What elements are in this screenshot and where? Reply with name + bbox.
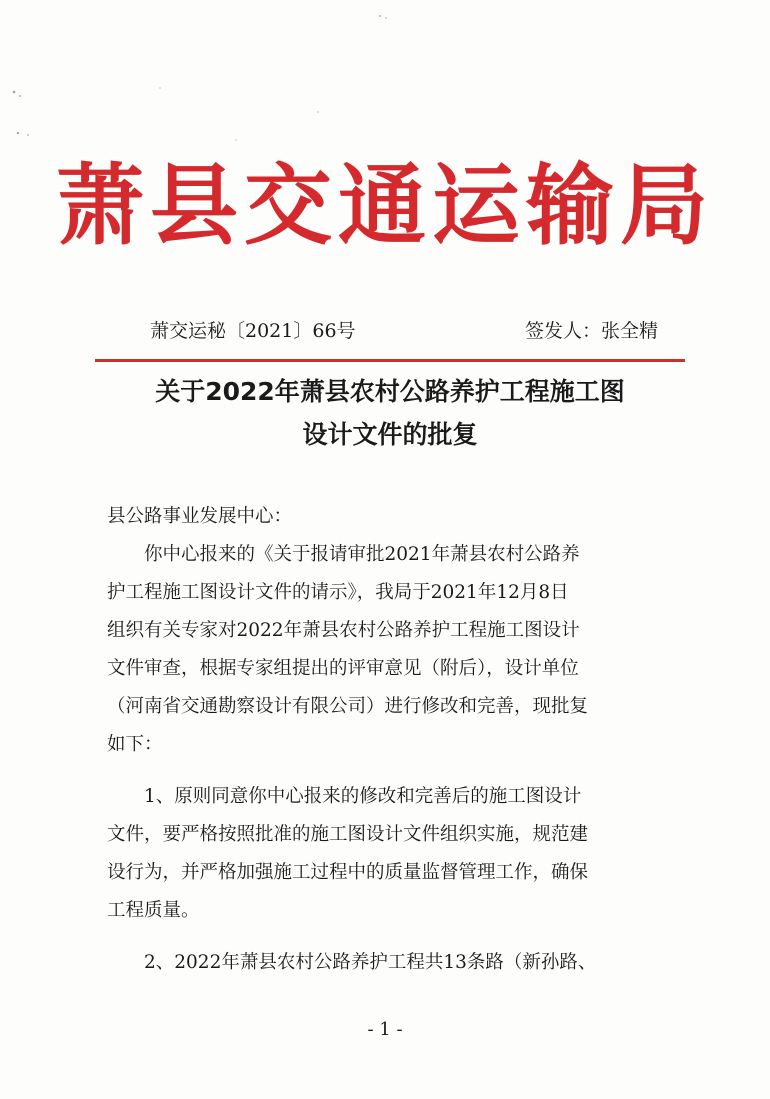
paragraph-1 [107, 536, 667, 764]
title-line-2: 设计文件的批复 [302, 420, 478, 449]
paragraph-line: 2、2022年萧县农村公路养护工程共13条路（新孙路、 [144, 952, 597, 973]
paragraph-line: 组织有关专家对2022年萧县农村公路养护工程施工图设计 [107, 620, 580, 641]
page-number: - 1 - [367, 1019, 403, 1040]
paragraph-2 [107, 778, 667, 930]
issuer-signatory: 签发人：张全精 [524, 320, 658, 342]
paragraph-line: 工程质量。 [107, 900, 200, 921]
paragraph-line: 设行为，并严格加强施工过程中的质量监督管理工作，确保 [107, 862, 589, 883]
paragraph-line: 护工程施工图设计文件的请示》，我局于2021年12月8日 [107, 582, 569, 603]
document-body [107, 498, 667, 982]
paragraph-3 [107, 944, 667, 982]
paragraph-line: 文件，要严格按照批准的施工图设计文件组织实施，规范建 [107, 824, 589, 845]
document-number: 萧交运秘〔2021〕66号 [150, 320, 356, 342]
paragraph-line: （河南省交通勘察设计有限公司）进行修改和完善，现批复 [107, 696, 589, 717]
paragraph-gap [107, 764, 667, 778]
title-line-1: 关于2022年萧县农村公路养护工程施工图 [155, 377, 625, 406]
agency-masthead: 萧县交通运输局 [55, 153, 714, 257]
paragraph-line: 如下： [107, 734, 163, 755]
paragraph-line: 文件审查，根据专家组提出的评审意见（附后），设计单位 [107, 658, 579, 679]
paragraph-line: 1、原则同意你中心报来的修改和完善后的施工图设计 [144, 786, 582, 807]
paragraph-line: 你中心报来的《关于报请审批2021年萧县农村公路养 [144, 544, 580, 565]
salutation: 县公路事业发展中心： [107, 506, 293, 527]
document-title [80, 370, 700, 456]
paragraph-gap [107, 930, 667, 944]
red-divider-line [95, 359, 685, 362]
